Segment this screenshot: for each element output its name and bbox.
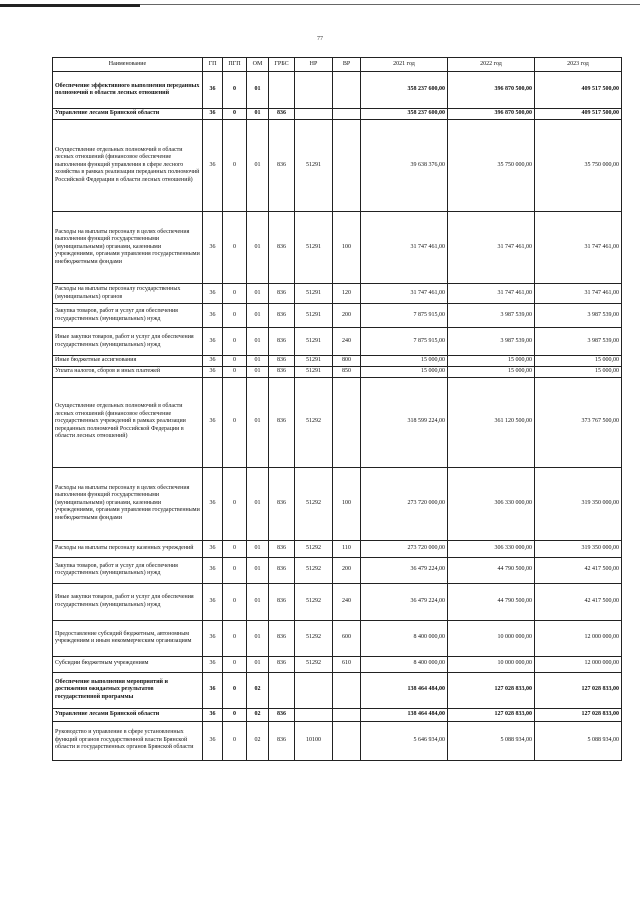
cell-2022: 44 790 500,00 <box>448 557 535 583</box>
cell-om: 02 <box>247 721 269 760</box>
cell-grbs: 836 <box>269 467 295 540</box>
cell-pgp: 0 <box>223 721 247 760</box>
table-row <box>53 467 622 540</box>
cell-2023: 31 747 461,00 <box>535 212 622 284</box>
cell-2023: 42 417 500,00 <box>535 557 622 583</box>
header-pgp: ПГП <box>223 58 247 72</box>
cell-name: Руководство и управление в сфере установленных функций органов государственной власти Брянской области и государственных органов Брянской области <box>53 721 203 760</box>
cell-vr: 200 <box>333 557 361 583</box>
cell-2022: 31 747 461,00 <box>448 212 535 284</box>
cell-2021: 36 479 224,00 <box>361 557 448 583</box>
cell-gp: 36 <box>203 557 223 583</box>
cell-om: 01 <box>247 356 269 367</box>
table-row <box>53 540 622 557</box>
cell-2021: 8 400 000,00 <box>361 656 448 672</box>
cell-om: 01 <box>247 467 269 540</box>
table-row <box>53 366 622 377</box>
cell-name: Уплата налогов, сборов и иных платежей <box>53 366 203 377</box>
cell-grbs: 836 <box>269 721 295 760</box>
cell-gp: 36 <box>203 212 223 284</box>
table-row <box>53 72 622 109</box>
cell-om: 02 <box>247 672 269 708</box>
cell-nr <box>295 708 333 721</box>
table-body <box>53 72 622 761</box>
cell-2023: 373 767 500,00 <box>535 377 622 467</box>
cell-nr: 51291 <box>295 328 333 356</box>
cell-vr: 110 <box>333 540 361 557</box>
cell-pgp: 0 <box>223 120 247 212</box>
cell-nr: 51292 <box>295 540 333 557</box>
cell-2021: 5 646 934,00 <box>361 721 448 760</box>
cell-2023: 127 028 833,00 <box>535 708 622 721</box>
cell-2022: 3 987 539,00 <box>448 304 535 328</box>
cell-pgp: 0 <box>223 656 247 672</box>
cell-pgp: 0 <box>223 467 247 540</box>
cell-pgp: 0 <box>223 356 247 367</box>
table-row <box>53 356 622 367</box>
cell-name: Иные закупки товаров, работ и услуг для обеспечения государственных (муниципальных) нужд <box>53 583 203 620</box>
header-gp: ГП <box>203 58 223 72</box>
cell-nr: 51292 <box>295 583 333 620</box>
cell-2023: 35 750 000,00 <box>535 120 622 212</box>
header-om: ОМ <box>247 58 269 72</box>
cell-nr: 51292 <box>295 377 333 467</box>
table-row <box>53 284 622 304</box>
cell-nr: 51291 <box>295 284 333 304</box>
header-2022: 2022 год <box>448 58 535 72</box>
cell-pgp: 0 <box>223 212 247 284</box>
cell-2022: 127 028 833,00 <box>448 708 535 721</box>
table-row <box>53 583 622 620</box>
cell-vr <box>333 120 361 212</box>
cell-name: Управление лесами Брянской области <box>53 708 203 721</box>
cell-2021: 7 875 915,00 <box>361 304 448 328</box>
cell-2021: 7 875 915,00 <box>361 328 448 356</box>
cell-om: 01 <box>247 328 269 356</box>
cell-2022: 44 790 500,00 <box>448 583 535 620</box>
cell-nr: 51291 <box>295 366 333 377</box>
cell-nr: 51292 <box>295 620 333 656</box>
cell-2023: 319 350 000,00 <box>535 540 622 557</box>
cell-grbs: 836 <box>269 356 295 367</box>
cell-nr <box>295 672 333 708</box>
cell-grbs: 836 <box>269 328 295 356</box>
cell-2023: 5 088 934,00 <box>535 721 622 760</box>
cell-gp: 36 <box>203 356 223 367</box>
cell-nr: 51292 <box>295 656 333 672</box>
cell-om: 01 <box>247 304 269 328</box>
cell-2022: 15 000,00 <box>448 356 535 367</box>
cell-2021: 31 747 461,00 <box>361 212 448 284</box>
cell-om: 01 <box>247 620 269 656</box>
cell-grbs: 836 <box>269 366 295 377</box>
cell-gp: 36 <box>203 72 223 109</box>
cell-2021: 358 237 600,00 <box>361 109 448 120</box>
cell-pgp: 0 <box>223 366 247 377</box>
cell-grbs: 836 <box>269 212 295 284</box>
cell-gp: 36 <box>203 672 223 708</box>
cell-2023: 12 000 000,00 <box>535 620 622 656</box>
cell-2021: 273 720 000,00 <box>361 540 448 557</box>
cell-om: 01 <box>247 366 269 377</box>
table-row <box>53 120 622 212</box>
cell-gp: 36 <box>203 304 223 328</box>
cell-2022: 306 330 000,00 <box>448 540 535 557</box>
cell-om: 01 <box>247 656 269 672</box>
header-grbs: ГРБС <box>269 58 295 72</box>
cell-nr <box>295 72 333 109</box>
cell-2023: 409 517 500,00 <box>535 109 622 120</box>
table-row <box>53 377 622 467</box>
header-2023: 2023 год <box>535 58 622 72</box>
cell-om: 01 <box>247 557 269 583</box>
cell-2021: 36 479 224,00 <box>361 583 448 620</box>
cell-2021: 15 000,00 <box>361 366 448 377</box>
header-nr: НР <box>295 58 333 72</box>
table-row <box>53 708 622 721</box>
cell-2022: 10 000 000,00 <box>448 656 535 672</box>
cell-nr: 51292 <box>295 557 333 583</box>
cell-gp: 36 <box>203 656 223 672</box>
table-row <box>53 304 622 328</box>
cell-om: 01 <box>247 284 269 304</box>
cell-pgp: 0 <box>223 284 247 304</box>
cell-om: 01 <box>247 583 269 620</box>
cell-vr <box>333 72 361 109</box>
cell-gp: 36 <box>203 120 223 212</box>
cell-name: Расходы на выплаты персоналу государственных (муниципальных) органов <box>53 284 203 304</box>
cell-vr: 850 <box>333 366 361 377</box>
cell-vr: 240 <box>333 583 361 620</box>
header-2021: 2021 год <box>361 58 448 72</box>
cell-2023: 42 417 500,00 <box>535 583 622 620</box>
cell-om: 01 <box>247 212 269 284</box>
cell-name: Обеспечение выполнения мероприятий и достижения ожидаемых результатов государственной программы <box>53 672 203 708</box>
cell-2023: 127 028 833,00 <box>535 672 622 708</box>
cell-pgp: 0 <box>223 109 247 120</box>
cell-vr: 240 <box>333 328 361 356</box>
cell-vr <box>333 721 361 760</box>
cell-name: Предоставление субсидий бюджетным, автономным учреждениям и иным некоммерческим организациям <box>53 620 203 656</box>
table-row <box>53 656 622 672</box>
cell-grbs: 836 <box>269 583 295 620</box>
cell-gp: 36 <box>203 328 223 356</box>
cell-2023: 15 000,00 <box>535 366 622 377</box>
cell-pgp: 0 <box>223 540 247 557</box>
cell-2022: 127 028 833,00 <box>448 672 535 708</box>
cell-2022: 396 870 500,00 <box>448 72 535 109</box>
table-row <box>53 328 622 356</box>
cell-vr <box>333 708 361 721</box>
cell-name: Расходы на выплаты персоналу в целях обеспечения выполнения функций государственными (муниципальными) органами, казенными учреждениями, органами управления государственными внебюджетными фондами <box>53 212 203 284</box>
cell-2021: 358 237 600,00 <box>361 72 448 109</box>
cell-2021: 273 720 000,00 <box>361 467 448 540</box>
cell-grbs: 836 <box>269 109 295 120</box>
cell-2023: 15 000,00 <box>535 356 622 367</box>
cell-gp: 36 <box>203 620 223 656</box>
cell-name: Иные бюджетные ассигнования <box>53 356 203 367</box>
cell-2022: 5 088 934,00 <box>448 721 535 760</box>
cell-nr: 51292 <box>295 467 333 540</box>
cell-grbs: 836 <box>269 540 295 557</box>
table-row <box>53 212 622 284</box>
cell-2021: 318 599 224,00 <box>361 377 448 467</box>
table-row <box>53 109 622 120</box>
cell-grbs: 836 <box>269 304 295 328</box>
cell-nr <box>295 109 333 120</box>
cell-2022: 35 750 000,00 <box>448 120 535 212</box>
cell-grbs: 836 <box>269 284 295 304</box>
cell-vr: 600 <box>333 620 361 656</box>
cell-name: Расходы на выплаты персоналу в целях обеспечения выполнения функций государственными (муниципальными) органами, казенными учреждениями, органами управления государственными внебюджетными фондами <box>53 467 203 540</box>
cell-2023: 12 000 000,00 <box>535 656 622 672</box>
cell-vr: 120 <box>333 284 361 304</box>
cell-gp: 36 <box>203 366 223 377</box>
cell-gp: 36 <box>203 540 223 557</box>
cell-2022: 15 000,00 <box>448 366 535 377</box>
cell-name: Управление лесами Брянской области <box>53 109 203 120</box>
cell-2023: 3 987 539,00 <box>535 328 622 356</box>
cell-grbs: 836 <box>269 120 295 212</box>
cell-2022: 306 330 000,00 <box>448 467 535 540</box>
table-header-row <box>53 58 622 72</box>
cell-nr: 51291 <box>295 120 333 212</box>
cell-name: Субсидии бюджетным учреждениям <box>53 656 203 672</box>
cell-nr: 10100 <box>295 721 333 760</box>
cell-grbs <box>269 72 295 109</box>
cell-2023: 3 987 539,00 <box>535 304 622 328</box>
cell-gp: 36 <box>203 284 223 304</box>
top-rule-bold <box>0 4 140 7</box>
cell-vr: 610 <box>333 656 361 672</box>
cell-gp: 36 <box>203 377 223 467</box>
cell-grbs: 836 <box>269 620 295 656</box>
budget-table <box>52 57 622 761</box>
cell-2022: 361 120 500,00 <box>448 377 535 467</box>
cell-name: Иные закупки товаров, работ и услуг для обеспечения государственных (муниципальных) нужд <box>53 328 203 356</box>
cell-nr: 51291 <box>295 212 333 284</box>
cell-name: Расходы на выплаты персоналу казенных учреждений <box>53 540 203 557</box>
cell-pgp: 0 <box>223 708 247 721</box>
cell-vr <box>333 672 361 708</box>
table-row <box>53 620 622 656</box>
cell-2021: 15 000,00 <box>361 356 448 367</box>
table-row <box>53 557 622 583</box>
cell-name: Закупка товаров, работ и услуг для обеспечения государственных (муниципальных) нужд <box>53 557 203 583</box>
cell-vr <box>333 109 361 120</box>
cell-gp: 36 <box>203 109 223 120</box>
cell-pgp: 0 <box>223 583 247 620</box>
cell-pgp: 0 <box>223 72 247 109</box>
cell-pgp: 0 <box>223 672 247 708</box>
cell-name: Закупка товаров, работ и услуг для обеспечения государственных (муниципальных) нужд <box>53 304 203 328</box>
cell-om: 01 <box>247 109 269 120</box>
cell-vr: 200 <box>333 304 361 328</box>
cell-om: 01 <box>247 72 269 109</box>
cell-grbs: 836 <box>269 377 295 467</box>
cell-2021: 138 464 484,00 <box>361 708 448 721</box>
table-row <box>53 672 622 708</box>
cell-gp: 36 <box>203 467 223 540</box>
cell-2023: 409 517 500,00 <box>535 72 622 109</box>
cell-grbs: 836 <box>269 656 295 672</box>
cell-nr: 51291 <box>295 356 333 367</box>
cell-om: 02 <box>247 708 269 721</box>
cell-grbs: 836 <box>269 708 295 721</box>
cell-vr: 100 <box>333 212 361 284</box>
cell-2022: 10 000 000,00 <box>448 620 535 656</box>
cell-pgp: 0 <box>223 328 247 356</box>
cell-om: 01 <box>247 540 269 557</box>
cell-grbs: 836 <box>269 557 295 583</box>
cell-om: 01 <box>247 377 269 467</box>
cell-pgp: 0 <box>223 620 247 656</box>
cell-2022: 3 987 539,00 <box>448 328 535 356</box>
table-row <box>53 721 622 760</box>
cell-2023: 319 350 000,00 <box>535 467 622 540</box>
cell-nr: 51291 <box>295 304 333 328</box>
cell-vr <box>333 377 361 467</box>
cell-pgp: 0 <box>223 557 247 583</box>
cell-2021: 39 638 376,00 <box>361 120 448 212</box>
cell-pgp: 0 <box>223 304 247 328</box>
cell-gp: 36 <box>203 721 223 760</box>
cell-vr: 800 <box>333 356 361 367</box>
cell-2021: 31 747 461,00 <box>361 284 448 304</box>
cell-grbs <box>269 672 295 708</box>
cell-name: Обеспечение эффективного выполнения переданных полномочий в области лесных отношений <box>53 72 203 109</box>
cell-gp: 36 <box>203 708 223 721</box>
cell-name: Осуществление отдельных полномочий в области лесных отношений (финансовое обеспечение выполнения функций управления в сфере лесного хозяйства в рамках реализации переданных полномочий Российской Федерации в области лесных отношений) <box>53 120 203 212</box>
cell-2022: 31 747 461,00 <box>448 284 535 304</box>
cell-pgp: 0 <box>223 377 247 467</box>
cell-2023: 31 747 461,00 <box>535 284 622 304</box>
header-name: Наименование <box>53 58 203 72</box>
cell-2021: 8 400 000,00 <box>361 620 448 656</box>
cell-gp: 36 <box>203 583 223 620</box>
cell-vr: 100 <box>333 467 361 540</box>
cell-2022: 396 870 500,00 <box>448 109 535 120</box>
cell-om: 01 <box>247 120 269 212</box>
cell-2021: 138 464 484,00 <box>361 672 448 708</box>
header-vr: ВР <box>333 58 361 72</box>
page-number: 77 <box>317 36 323 42</box>
cell-name: Осуществление отдельных полномочий в области лесных отношений (финансовое обеспечение государственных учреждений в рамках реализации переданных полномочий Российской Федерации в области лесных отношений) <box>53 377 203 467</box>
